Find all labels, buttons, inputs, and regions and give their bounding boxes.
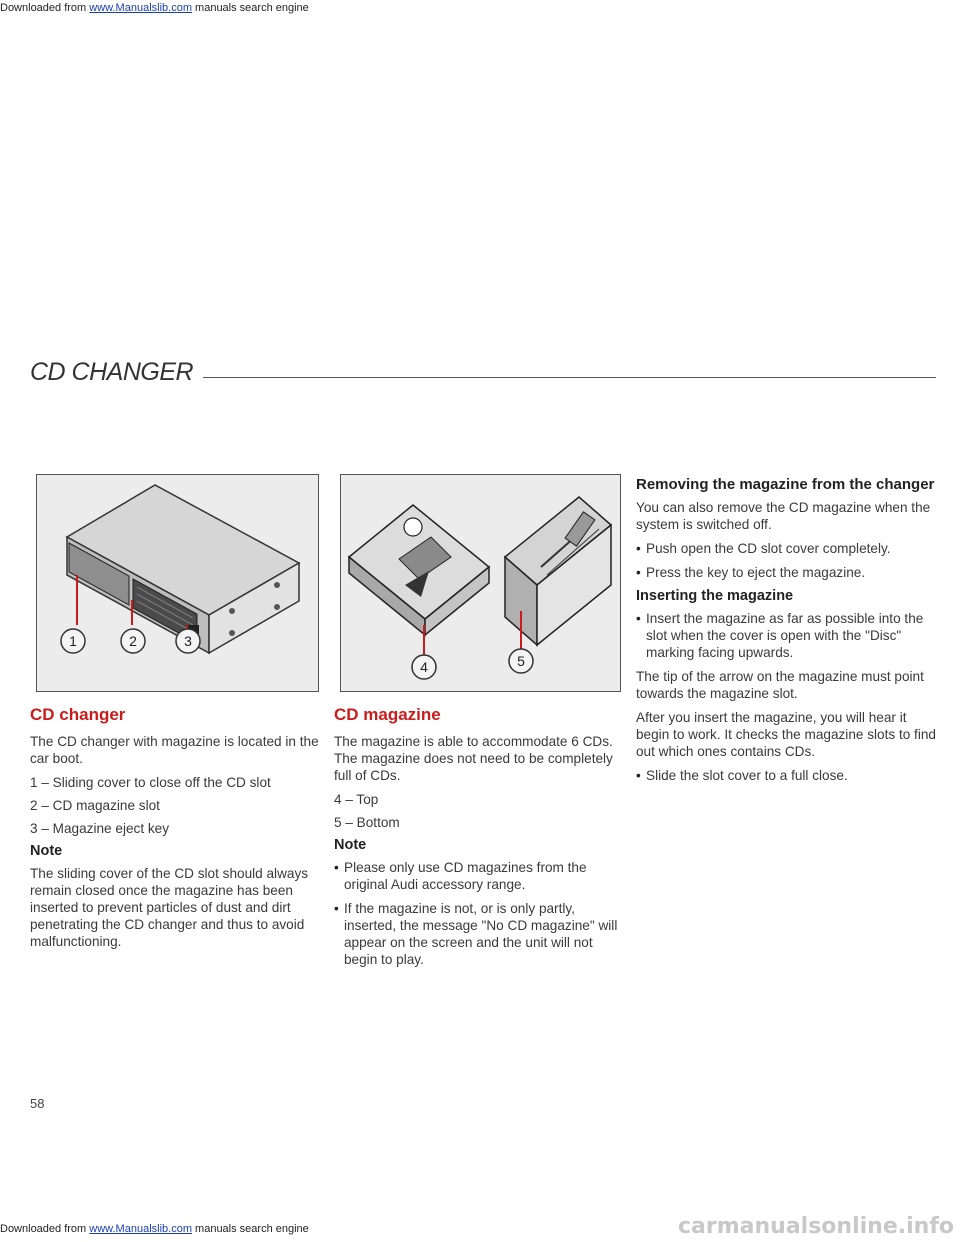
manualslib-link[interactable]: www.Manualslib.com <box>89 2 192 14</box>
callout-5: 5 <box>517 653 525 669</box>
closing-bullet: • Slide the slot cover to a full close. <box>636 767 936 784</box>
magazine-handling-section <box>636 476 936 791</box>
magazine-part-4: 4 – Top <box>334 792 379 807</box>
cd-magazine-intro: The magazine is able to accommodate 6 CDs. The magazine does not need to be completely full of CDs. <box>334 734 613 783</box>
changer-part-1: 1 – Sliding cover to close off the CD slot <box>30 775 271 790</box>
cd-changer-figure <box>36 474 319 692</box>
removing-bullet: • Push open the CD slot cover completely. <box>636 540 936 557</box>
section-title: CD CHANGER <box>30 358 194 386</box>
cd-magazine-section <box>334 705 628 975</box>
inserting-arrow-text: The tip of the arrow on the magazine must point towards the magazine slot. <box>636 669 924 701</box>
site-watermark: carmanualsonline.info <box>678 1214 954 1239</box>
inserting-heading: Inserting the magazine <box>636 588 794 604</box>
cd-magazine-heading: CD magazine <box>334 705 441 724</box>
banner-suffix: manuals search engine <box>191 1223 309 1235</box>
banner-suffix: manuals search engine <box>191 2 309 14</box>
callout-2: 2 <box>129 633 137 649</box>
changer-note-text: The sliding cover of the CD slot should always remain closed once the magazine has been inserted to prevent particles of dust and dirt penetrating the CD changer and thus to avoid malfunctioning. <box>30 866 309 949</box>
changer-part-2: 2 – CD magazine slot <box>30 798 160 813</box>
inserting-check-text: After you insert the magazine, you will hear it begin to work. It checks the magazine slots to find out which ones contains CDs. <box>636 710 936 759</box>
removing-heading: Removing the magazine from the changer <box>636 476 935 493</box>
callout-3: 3 <box>184 633 192 649</box>
magazine-note-bullet: • Please only use CD magazines from the original Audi accessory range. <box>334 859 628 893</box>
cd-changer-intro: The CD changer with magazine is located in the car boot. <box>30 734 319 766</box>
callout-4: 4 <box>420 659 428 675</box>
callout-1: 1 <box>69 633 77 649</box>
page-number: 58 <box>30 1096 45 1111</box>
cd-magazine-figure <box>340 474 621 692</box>
download-banner-top <box>0 0 960 18</box>
magazine-note-bullet: • If the magazine is not, or is only partly, inserted, the message "No CD magazine" will appear on the screen and the unit will not begin to play. <box>334 900 628 968</box>
changer-note-heading: Note <box>30 843 63 859</box>
removing-intro: You can also remove the CD magazine when the system is switched off. <box>636 500 931 532</box>
title-rule <box>203 377 936 378</box>
cd-changer-illustration <box>37 475 318 691</box>
banner-prefix: Downloaded from <box>0 1223 90 1235</box>
changer-part-3: 3 – Magazine eject key <box>30 821 170 836</box>
magazine-part-5: 5 – Bottom <box>334 815 400 830</box>
magazine-note-heading: Note <box>334 837 367 853</box>
inserting-bullet: • Insert the magazine as far as possible into the slot when the cover is open with the "Disc" marking facing upwards. <box>636 610 936 661</box>
cd-magazine-illustration <box>341 475 620 691</box>
removing-bullet: • Press the key to eject the magazine. <box>636 564 936 581</box>
manualslib-link[interactable]: www.Manualslib.com <box>89 1223 192 1235</box>
banner-prefix: Downloaded from <box>0 2 90 14</box>
cd-changer-heading: CD changer <box>30 705 126 724</box>
cd-changer-section <box>30 705 322 957</box>
